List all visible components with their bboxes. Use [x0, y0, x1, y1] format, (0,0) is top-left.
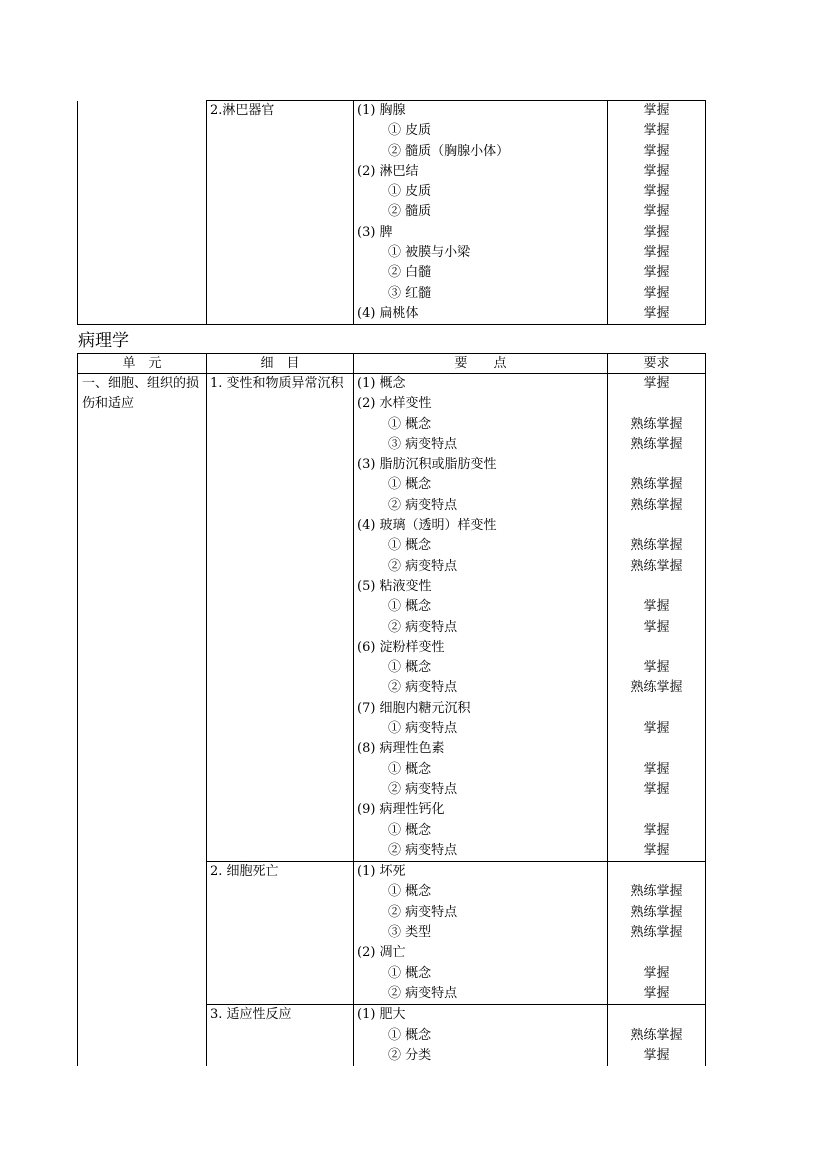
points-cell [354, 101, 608, 325]
requirement-level [608, 943, 705, 963]
requirement-level: 掌握 [643, 781, 670, 797]
sub-point: ① 概念 [388, 1027, 432, 1043]
requirement-level: 掌握 [643, 822, 670, 838]
requirement-level: 掌握 [643, 184, 670, 200]
requirement-level: 掌握 [643, 265, 670, 281]
sub-point: ① 概念 [388, 599, 432, 615]
requirement-cell [608, 101, 706, 325]
sub-point: ① 概念 [388, 477, 432, 493]
sub-point: ③ 病变特点 [388, 436, 458, 452]
points-cell [354, 374, 608, 862]
sub-point: ③ 类型 [388, 925, 432, 941]
requirement-level: 熟练掌握 [630, 477, 683, 493]
requirement-cell [608, 1005, 706, 1066]
sub-point: ② 病变特点 [388, 680, 458, 696]
point: (4) 玻璃（透明）样变性 [357, 518, 497, 534]
requirement-level: 掌握 [643, 123, 670, 139]
point: (2) 淋巴结 [357, 163, 419, 179]
header-requirement: 要求 [608, 354, 706, 374]
section-title: 病理学 [78, 331, 129, 351]
point: (3) 脂肪沉积或脂肪变性 [357, 457, 497, 473]
sub-point: ② 病变特点 [388, 497, 458, 513]
sub-point: ① 病变特点 [388, 721, 458, 737]
requirement-level [608, 394, 705, 414]
sub-point: ① 概念 [388, 538, 432, 554]
header-row [78, 354, 706, 374]
point: (1) 概念 [357, 376, 406, 391]
point: (2) 水样变性 [357, 396, 432, 412]
requirement-level: 掌握 [643, 285, 670, 301]
sub-point: ① 概念 [388, 884, 432, 900]
sub-point: ① 被膜与小梁 [388, 245, 471, 261]
requirement-level [608, 577, 705, 597]
requirement-level [608, 699, 705, 719]
table-row [78, 374, 706, 862]
requirement-level: 掌握 [643, 965, 670, 981]
table-row [78, 101, 706, 325]
sub-point: ② 分类 [388, 1047, 432, 1063]
detail-cell: 3. 适应性反应 [207, 1005, 354, 1066]
sub-point: ② 病变特点 [388, 985, 458, 1001]
requirement-level: 掌握 [643, 245, 670, 261]
lymphoid-organs-table [77, 100, 706, 325]
requirement-level: 掌握 [643, 204, 670, 220]
requirement-level: 熟练掌握 [630, 1027, 683, 1043]
sub-point: ③ 红髓 [388, 285, 432, 301]
point: (8) 病理性色素 [357, 741, 445, 757]
sub-point: ② 病变特点 [388, 619, 458, 635]
sub-point: ② 髓质（胸腺小体） [388, 143, 510, 159]
sub-point: ① 概念 [388, 965, 432, 981]
sub-point: ① 概念 [388, 761, 432, 777]
unit-cell [78, 374, 207, 1067]
unit-label: 一、细胞、组织的损伤和适应 [82, 376, 200, 411]
sub-point: ② 白髓 [388, 265, 432, 281]
sub-point: ② 病变特点 [388, 842, 458, 858]
sub-point: ① 概念 [388, 822, 432, 838]
requirement-level: 掌握 [643, 103, 670, 118]
requirement-level: 掌握 [643, 761, 670, 777]
detail-cell: 2. 细胞死亡 [207, 862, 354, 1005]
requirement-level: 掌握 [643, 842, 670, 858]
requirement-level: 掌握 [643, 305, 670, 321]
requirement-level: 熟练掌握 [630, 904, 683, 920]
requirement-level [608, 455, 705, 475]
points-cell [354, 862, 608, 1005]
header-detail: 细 目 [207, 354, 354, 374]
sub-point: ② 病变特点 [388, 781, 458, 797]
sub-point: ① 皮质 [388, 123, 432, 139]
requirement-level: 掌握 [643, 599, 670, 615]
header-unit: 单 元 [78, 354, 207, 374]
requirement-level [608, 1005, 705, 1025]
point: (2) 凋亡 [357, 945, 406, 961]
requirement-level: 掌握 [643, 660, 670, 676]
requirement-level [608, 638, 705, 658]
point: (6) 淀粉样变性 [357, 639, 445, 655]
points-cell [354, 1005, 608, 1066]
requirement-level: 熟练掌握 [630, 925, 683, 941]
point: (4) 扁桃体 [357, 305, 419, 321]
point: (1) 坏死 [357, 864, 406, 880]
point: (3) 脾 [357, 224, 393, 240]
requirement-level: 掌握 [643, 376, 670, 391]
requirement-level: 掌握 [643, 985, 670, 1001]
requirement-level: 熟练掌握 [630, 497, 683, 513]
requirement-level: 熟练掌握 [630, 680, 683, 696]
requirement-level: 掌握 [643, 224, 670, 240]
unit-cell [78, 101, 207, 325]
sub-point: ② 髓质 [388, 204, 432, 220]
sub-point: ① 皮质 [388, 184, 432, 200]
header-points: 要 点 [354, 354, 608, 374]
detail-cell: 2.淋巴器官 [207, 101, 354, 325]
requirement-level: 熟练掌握 [630, 558, 683, 574]
point: (7) 细胞内糖元沉积 [357, 700, 471, 716]
requirement-level [608, 739, 705, 759]
requirement-cell [608, 862, 706, 1005]
sub-point: ② 病变特点 [388, 558, 458, 574]
requirement-level: 掌握 [643, 143, 670, 159]
requirement-level: 熟练掌握 [630, 416, 683, 432]
requirement-level [608, 516, 705, 536]
pathology-table [77, 353, 706, 1066]
sub-point: ② 病变特点 [388, 904, 458, 920]
requirement-level [608, 800, 705, 820]
point: (9) 病理性钙化 [357, 802, 445, 818]
requirement-level: 熟练掌握 [630, 538, 683, 554]
sub-point: ① 概念 [388, 416, 432, 432]
requirement-cell [608, 374, 706, 862]
point: (5) 粘液变性 [357, 578, 432, 594]
requirement-level: 掌握 [643, 163, 670, 179]
point: (1) 肥大 [357, 1007, 406, 1023]
detail-cell: 1. 变性和物质异常沉积 [207, 374, 354, 862]
requirement-level [608, 862, 705, 882]
requirement-level: 熟练掌握 [630, 436, 683, 452]
requirement-level: 掌握 [643, 1047, 670, 1063]
requirement-level: 掌握 [643, 619, 670, 635]
sub-point: ① 概念 [388, 660, 432, 676]
requirement-level: 掌握 [643, 721, 670, 737]
requirement-level: 熟练掌握 [630, 884, 683, 900]
point: (1) 胸腺 [357, 103, 406, 118]
